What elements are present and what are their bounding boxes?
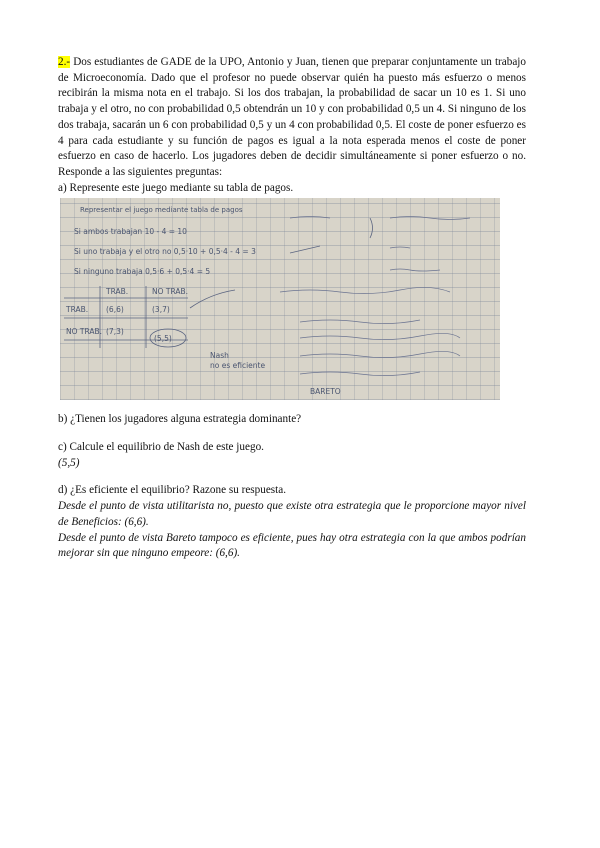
photo-row-header-2: NO TRAB.: [66, 327, 103, 337]
handwritten-notes: [60, 198, 500, 400]
photo-cell-1-2: (3,7): [152, 305, 170, 315]
photo-cell-2-2: (5,5): [154, 334, 172, 344]
photo-heading: Representar el juego mediante tabla de pagos: [80, 206, 243, 215]
problem-statement: [58, 55, 526, 181]
handwritten-solution-photo: [60, 198, 500, 400]
photo-line-2: Si uno trabaja y el otro no 0,5·10 + 0,5·4 - 4 = 3: [74, 247, 256, 257]
photo-row-header-1: TRAB.: [66, 305, 89, 315]
photo-col-header-2: NO TRAB.: [152, 287, 189, 297]
answer-d-1: Desde el punto de vista utilitarista no, puesto que existe otra estrategia que le proporcione mayor nivel de Beneficios: (6,6).: [58, 500, 526, 528]
answer-c: (5,5): [58, 456, 80, 469]
photo-cell-2-1: (7,3): [106, 327, 124, 337]
photo-cell-1-1: (6,6): [106, 305, 124, 315]
problem-text: Dos estudiantes de GADE de la UPO, Antonio y Juan, tienen que preparar conjuntamente un trabajo de Microeconomía. Dado que el profesor no puede observar quién ha puesto más esfuerzo o menos recibirán la misma nota en el trabajo. Si los dos trabajan, la probabilidad de sacar un 10 es 1. Si uno trabaja y el otro, no con probabilidad 0,5 obtendrán un 10 y con probabilidad 0,5 un 4. Si ninguno de los dos trabaja, sacarán un 6 con probabilidad 0,5 y un 4 con probabilidad 0,5. El coste de poner esfuerzo es 4 para cada estudiante y su función de pagos es igual a la nota esperada menos el coste de poner esfuerzo en caso de hacerlo. Los jugadores deben de decidir simultáneamente si poner esfuerzo o no. Responde a las siguientes preguntas:: [58, 56, 527, 178]
photo-line-3: Si ninguno trabaja 0,5·6 + 0,5·4 = 5: [74, 267, 211, 277]
answer-d-2: Desde el punto de vista Bareto tampoco es eficiente, pues hay otra estrategia con la que ambos podrían mejorar sin que ninguno empeore: (6,6).: [58, 531, 526, 560]
photo-note-nash: Nash: [210, 351, 229, 361]
problem-number: 2.-: [58, 56, 71, 68]
question-c: c) Calcule el equilibrio de Nash de este juego.: [58, 441, 264, 454]
photo-scribbles: [280, 217, 470, 376]
photo-col-header-1: TRAB.: [106, 287, 129, 297]
photo-note-bareto: BARETO: [310, 387, 341, 397]
question-d: d) ¿Es eficiente el equilibrio? Razone su respuesta.: [58, 484, 287, 497]
document-content: [58, 55, 526, 562]
question-a: a) Represente este juego mediante su tabla de pagos.: [58, 181, 294, 194]
question-b: b) ¿Tienen los jugadores alguna estrategia dominante?: [58, 413, 302, 426]
photo-note-ineficiente: no es eficiente: [210, 361, 266, 371]
photo-line-1: Si ambos trabajan 10 - 4 = 10: [74, 227, 187, 237]
